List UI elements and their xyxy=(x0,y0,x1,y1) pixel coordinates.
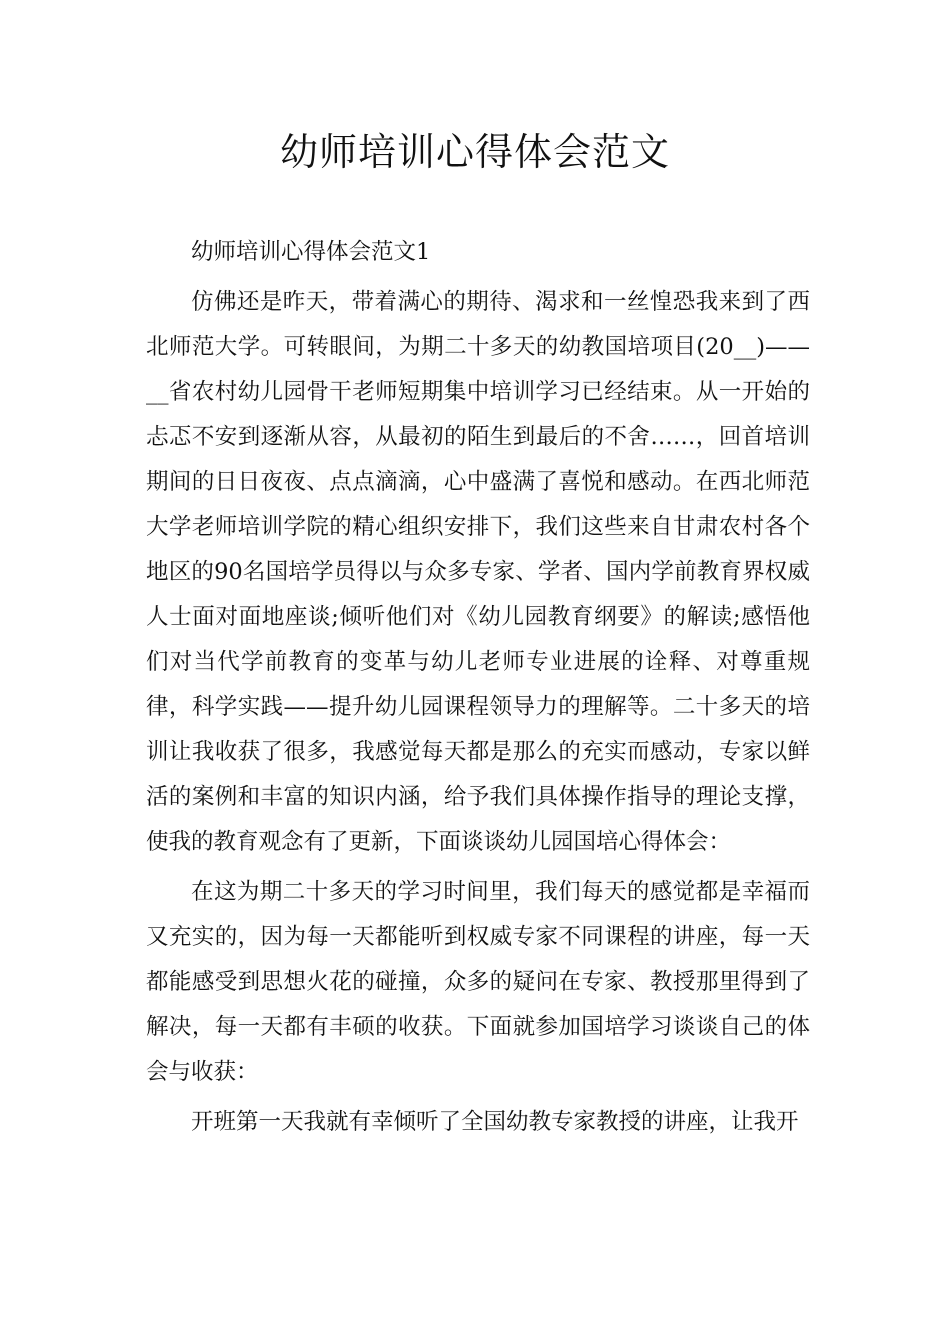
section-heading: 幼师培训心得体会范文1 xyxy=(191,239,431,265)
body-paragraph: 开班第一天我就有幸倾听了全国幼教专家教授的讲座，让我开 xyxy=(191,1109,799,1135)
document-body xyxy=(146,230,810,1150)
document-title: 幼师培训心得体会范文 xyxy=(279,130,670,174)
body-paragraph: 仿佛还是昨天，带着满心的期待、渴求和一丝惶恐我来到了西北师范大学。可转眼间，为期二十多天的幼教国培项目(20__)——__省农村幼儿园骨干老师短期集中培训学习已经结束。从一开始的忐忑不安到逐渐从容，从最初的陌生到最后的不舍……，回首培训期间的日日夜夜、点点滴滴，心中盛满了喜悦和感动。在西北师范大学老师培训学院的精心组织安排下，我们这些来自甘肃农村各个地区的90名国培学员得以与众多专家、学者、国内学前教育界权威人士面对面地座谈;倾听他们对《幼儿园教育纲要》的解读;感悟他们对当代学前教育的变革与幼儿老师专业进展的诠释、对尊重规律，科学实践——提升幼儿园课程领导力的理解等。二十多天的培训让我收获了很多，我感觉每天都是那么的充实而感动，专家以鲜活的案例和丰富的知识内涵，给予我们具体操作指导的理论支撑，使我的教育观念有了更新，下面谈谈幼儿园国培心得体会： xyxy=(146,289,810,855)
body-paragraph: 在这为期二十多天的学习时间里，我们每天的感觉都是幸福而又充实的，因为每一天都能听到权威专家不同课程的讲座，每一天都能感受到思想火花的碰撞，众多的疑问在专家、教授那里得到了解决，每一天都有丰硕的收获。下面就参加国培学习谈谈自己的体会与收获： xyxy=(146,879,810,1085)
